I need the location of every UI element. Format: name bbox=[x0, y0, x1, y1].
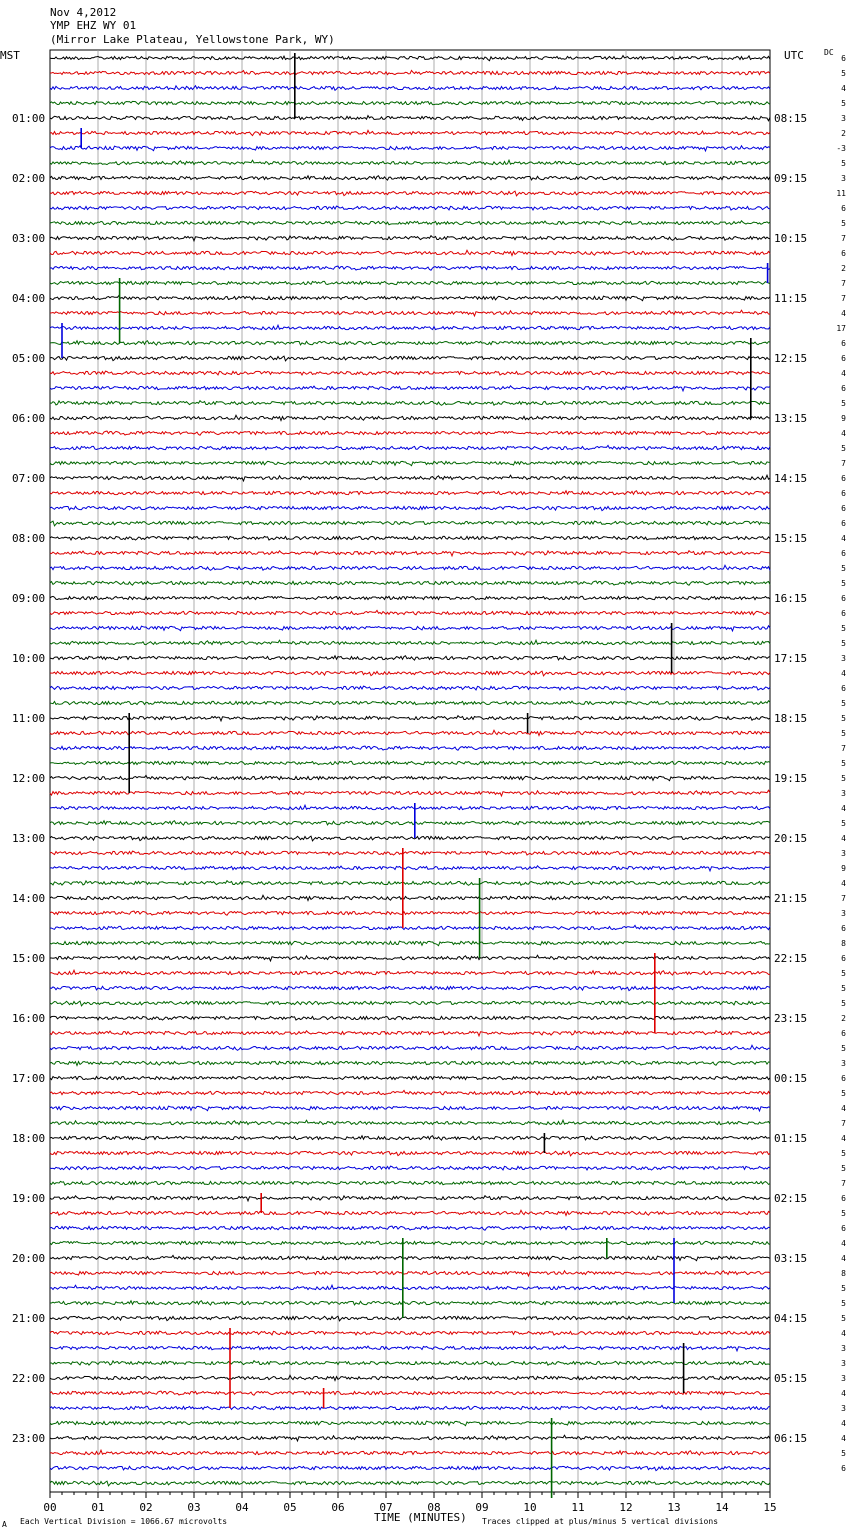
trace-row bbox=[50, 790, 770, 796]
utc-hour-label: 21:15 bbox=[774, 892, 808, 905]
trace-row bbox=[50, 415, 770, 420]
trace-row bbox=[50, 1166, 770, 1170]
trace-row bbox=[50, 130, 770, 135]
trace-row bbox=[50, 281, 770, 284]
dc-value: 5 bbox=[841, 69, 846, 78]
dc-value: 5 bbox=[841, 444, 846, 453]
utc-hour-label: 06:15 bbox=[774, 1432, 808, 1445]
trace-row bbox=[50, 70, 770, 74]
trace-row bbox=[50, 1106, 770, 1111]
dc-value: 6 bbox=[841, 354, 846, 363]
dc-value: 5 bbox=[841, 1164, 846, 1173]
dc-value: 4 bbox=[841, 1419, 846, 1428]
trace-row bbox=[50, 821, 770, 825]
mst-hour-label: 06:00 bbox=[12, 412, 46, 425]
dc-value: 6 bbox=[841, 204, 846, 213]
utc-hour-label: 08:15 bbox=[774, 112, 808, 125]
trace-row bbox=[50, 775, 770, 780]
x-tick-label: 05 bbox=[283, 1501, 297, 1514]
trace-row bbox=[50, 1405, 770, 1409]
trace-row bbox=[50, 1241, 770, 1244]
trace-row bbox=[50, 970, 770, 975]
dc-value: 4 bbox=[841, 1104, 846, 1113]
mst-hour-label: 10:00 bbox=[12, 652, 46, 665]
mst-hour-label: 01:00 bbox=[12, 112, 46, 125]
mst-hour-label: 11:00 bbox=[12, 712, 46, 725]
trace-row bbox=[50, 1301, 770, 1305]
trace-row bbox=[50, 491, 770, 495]
dc-value: 6 bbox=[841, 1194, 846, 1203]
trace-row bbox=[50, 730, 770, 735]
trace-row bbox=[50, 911, 770, 915]
trace-row bbox=[50, 475, 770, 481]
trace-row bbox=[50, 1045, 770, 1050]
utc-hour-label: 22:15 bbox=[774, 952, 808, 965]
dc-value: 5 bbox=[841, 1299, 846, 1308]
dc-value: 5 bbox=[841, 399, 846, 408]
dc-value: 3 bbox=[841, 1359, 846, 1368]
trace-row bbox=[50, 925, 770, 929]
x-tick-label: 12 bbox=[619, 1501, 633, 1514]
location-label: (Mirror Lake Plateau, Yellowstone Park, WY) bbox=[50, 33, 335, 46]
trace-row bbox=[50, 881, 770, 886]
dc-value: 4 bbox=[841, 669, 846, 678]
utc-hour-label: 18:15 bbox=[774, 712, 808, 725]
x-tick-label: 13 bbox=[667, 1501, 681, 1514]
dc-value: 5 bbox=[841, 1284, 846, 1293]
utc-label: UTC bbox=[784, 49, 804, 62]
dc-value: 9 bbox=[841, 414, 846, 423]
trace-row bbox=[50, 236, 770, 241]
dc-value: 5 bbox=[841, 564, 846, 573]
x-tick-label: 15 bbox=[763, 1501, 777, 1514]
trace-row bbox=[50, 746, 770, 750]
mst-hour-label: 17:00 bbox=[12, 1072, 46, 1085]
dc-value: 5 bbox=[841, 159, 846, 168]
trace-row bbox=[50, 1285, 770, 1289]
station-label: YMP EHZ WY 01 bbox=[50, 19, 137, 32]
utc-hour-label: 03:15 bbox=[774, 1252, 808, 1265]
trace-row bbox=[50, 445, 770, 449]
dc-value: 5 bbox=[841, 999, 846, 1008]
dc-value: 3 bbox=[841, 849, 846, 858]
dc-value: 5 bbox=[841, 729, 846, 738]
dc-value: 4 bbox=[841, 1254, 846, 1263]
trace-row bbox=[50, 386, 770, 391]
trace-row bbox=[50, 1210, 770, 1215]
dc-value: 4 bbox=[841, 309, 846, 318]
x-tick-label: 04 bbox=[235, 1501, 249, 1514]
trace-row bbox=[50, 941, 770, 946]
trace-row bbox=[50, 160, 770, 165]
x-tick-label: 11 bbox=[571, 1501, 585, 1514]
dc-value: 3 bbox=[841, 1344, 846, 1353]
dc-value: 6 bbox=[841, 684, 846, 693]
mst-hour-label: 14:00 bbox=[12, 892, 46, 905]
trace-row bbox=[50, 851, 770, 855]
mst-hour-label: 20:00 bbox=[12, 1252, 46, 1265]
dc-value: 4 bbox=[841, 1134, 846, 1143]
dc-value: 6 bbox=[841, 1224, 846, 1233]
trace-row bbox=[50, 1255, 770, 1260]
trace-row bbox=[50, 1226, 770, 1230]
x-tick-label: 03 bbox=[187, 1501, 201, 1514]
dc-value: 9 bbox=[841, 864, 846, 873]
dc-value: 2 bbox=[841, 1014, 846, 1023]
trace-row bbox=[50, 1076, 770, 1079]
trace-row bbox=[50, 1435, 770, 1441]
trace-row bbox=[50, 56, 770, 61]
dc-value: 17 bbox=[836, 324, 846, 333]
x-axis-label: TIME (MINUTES) bbox=[374, 1511, 467, 1524]
dc-value: 3 bbox=[841, 1059, 846, 1068]
dc-value: 5 bbox=[841, 99, 846, 108]
trace-row bbox=[50, 1375, 770, 1380]
dc-value: 3 bbox=[841, 174, 846, 183]
dc-value: 5 bbox=[841, 579, 846, 588]
trace-row bbox=[50, 626, 770, 631]
trace-row bbox=[50, 221, 770, 225]
dc-value: 5 bbox=[841, 1449, 846, 1458]
mst-hour-label: 05:00 bbox=[12, 352, 46, 365]
dc-value: 3 bbox=[841, 1404, 846, 1413]
dc-value: 4 bbox=[841, 804, 846, 813]
trace-row bbox=[50, 1031, 770, 1036]
mst-label: MST bbox=[0, 49, 20, 62]
trace-row bbox=[50, 536, 770, 540]
x-tick-label: 10 bbox=[523, 1501, 537, 1514]
dc-value: 4 bbox=[841, 1389, 846, 1398]
trace-row bbox=[50, 836, 770, 841]
mst-hour-label: 21:00 bbox=[12, 1312, 46, 1325]
trace-row bbox=[50, 250, 770, 255]
x-tick-label: 07 bbox=[379, 1501, 393, 1514]
dc-value: -3 bbox=[836, 144, 846, 153]
utc-hour-label: 20:15 bbox=[774, 832, 808, 845]
dc-value: 6 bbox=[841, 474, 846, 483]
mst-hour-label: 23:00 bbox=[12, 1432, 46, 1445]
dc-value: 5 bbox=[841, 1209, 846, 1218]
dc-value: 3 bbox=[841, 114, 846, 123]
dc-value: 6 bbox=[841, 549, 846, 558]
dc-value: 5 bbox=[841, 639, 846, 648]
trace-row bbox=[50, 206, 770, 210]
corner-mark: A bbox=[2, 1520, 7, 1529]
utc-hour-label: 05:15 bbox=[774, 1372, 808, 1385]
dc-value: 8 bbox=[841, 1269, 846, 1278]
mst-hour-label: 15:00 bbox=[12, 952, 46, 965]
x-tick-label: 02 bbox=[139, 1501, 153, 1514]
dc-value: 4 bbox=[841, 1434, 846, 1443]
dc-value: 5 bbox=[841, 1044, 846, 1053]
utc-hour-label: 17:15 bbox=[774, 652, 808, 665]
x-tick-label: 14 bbox=[715, 1501, 729, 1514]
trace-row bbox=[50, 1450, 770, 1455]
mst-hour-label: 19:00 bbox=[12, 1192, 46, 1205]
trace-row bbox=[50, 401, 770, 406]
trace-row bbox=[50, 716, 770, 721]
dc-value: 5 bbox=[841, 714, 846, 723]
mst-hour-label: 03:00 bbox=[12, 232, 46, 245]
dc-value: 6 bbox=[841, 504, 846, 513]
date-label: Nov 4,2012 bbox=[50, 6, 117, 19]
trace-row bbox=[50, 986, 770, 990]
trace-row bbox=[50, 101, 770, 104]
trace-row bbox=[50, 551, 770, 556]
trace-row bbox=[50, 955, 770, 961]
trace-row bbox=[50, 1391, 770, 1395]
trace-row bbox=[50, 356, 770, 361]
trace-row bbox=[50, 86, 770, 91]
trace-row bbox=[50, 431, 770, 435]
trace-row bbox=[50, 295, 770, 300]
dc-value: 4 bbox=[841, 429, 846, 438]
utc-hour-label: 10:15 bbox=[774, 232, 808, 245]
utc-hour-label: 04:15 bbox=[774, 1312, 808, 1325]
dc-value: 4 bbox=[841, 84, 846, 93]
dc-value: 6 bbox=[841, 54, 846, 63]
dc-value: 5 bbox=[841, 1149, 846, 1158]
utc-hour-label: 09:15 bbox=[774, 172, 808, 185]
dc-value: 11 bbox=[836, 189, 846, 198]
trace-row bbox=[50, 596, 770, 599]
trace-row bbox=[50, 686, 770, 690]
utc-hour-label: 23:15 bbox=[774, 1012, 808, 1025]
trace-row bbox=[50, 1090, 770, 1094]
dc-value: 6 bbox=[841, 1074, 846, 1083]
trace-row bbox=[50, 1136, 770, 1140]
dc-value: 4 bbox=[841, 534, 846, 543]
trace-row bbox=[50, 761, 770, 764]
clip-footnote: Traces clipped at plus/minus 5 vertical divisions bbox=[482, 1517, 719, 1526]
mst-hour-label: 09:00 bbox=[12, 592, 46, 605]
utc-hour-label: 15:15 bbox=[774, 532, 808, 545]
utc-hour-label: 11:15 bbox=[774, 292, 808, 305]
utc-hour-label: 16:15 bbox=[774, 592, 808, 605]
trace-row bbox=[50, 116, 770, 121]
dc-value: 6 bbox=[841, 339, 846, 348]
dc-value: 6 bbox=[841, 954, 846, 963]
scale-footnote: Each Vertical Division = 1066.67 microvolts bbox=[20, 1517, 228, 1526]
utc-hour-label: 02:15 bbox=[774, 1192, 808, 1205]
dc-value: 6 bbox=[841, 249, 846, 258]
dc-value: 3 bbox=[841, 654, 846, 663]
dc-value: 2 bbox=[841, 129, 846, 138]
trace-row bbox=[50, 341, 770, 345]
dc-value: 7 bbox=[841, 744, 846, 753]
plot-frame bbox=[50, 50, 770, 1492]
dc-value: 3 bbox=[841, 909, 846, 918]
dc-value: 5 bbox=[841, 1314, 846, 1323]
dc-value: 3 bbox=[841, 789, 846, 798]
trace-row bbox=[50, 191, 770, 196]
mst-hour-label: 02:00 bbox=[12, 172, 46, 185]
dc-value: 4 bbox=[841, 879, 846, 888]
mst-hour-label: 04:00 bbox=[12, 292, 46, 305]
dc-value: 7 bbox=[841, 1179, 846, 1188]
utc-hour-label: 19:15 bbox=[774, 772, 808, 785]
utc-hour-label: 12:15 bbox=[774, 352, 808, 365]
dc-value: 7 bbox=[841, 1119, 846, 1128]
dc-value: 5 bbox=[841, 699, 846, 708]
x-tick-label: 01 bbox=[91, 1501, 105, 1514]
trace-row bbox=[50, 640, 770, 645]
trace-row bbox=[50, 1061, 770, 1065]
dc-value: 7 bbox=[841, 459, 846, 468]
dc-value: 5 bbox=[841, 219, 846, 228]
dc-value: 7 bbox=[841, 294, 846, 303]
trace-row bbox=[50, 581, 770, 585]
dc-value: 6 bbox=[841, 384, 846, 393]
trace-row bbox=[50, 671, 770, 676]
dc-value: 5 bbox=[841, 819, 846, 828]
trace-row bbox=[50, 1151, 770, 1156]
trace-row bbox=[50, 565, 770, 570]
dc-value: 5 bbox=[841, 759, 846, 768]
trace-row bbox=[50, 1181, 770, 1185]
trace-row bbox=[50, 1016, 770, 1020]
x-tick-label: 00 bbox=[43, 1501, 57, 1514]
mst-hour-label: 18:00 bbox=[12, 1132, 46, 1145]
trace-row bbox=[50, 310, 770, 316]
x-tick-label: 09 bbox=[475, 1501, 489, 1514]
dc-value: 4 bbox=[841, 1239, 846, 1248]
utc-hour-label: 00:15 bbox=[774, 1072, 808, 1085]
dc-value: 4 bbox=[841, 834, 846, 843]
dc-value: 5 bbox=[841, 624, 846, 633]
mst-hour-label: 07:00 bbox=[12, 472, 46, 485]
trace-row bbox=[50, 1271, 770, 1276]
utc-hour-label: 14:15 bbox=[774, 472, 808, 485]
trace-row bbox=[50, 1421, 770, 1426]
dc-label: DC bbox=[824, 48, 834, 57]
trace-row bbox=[50, 701, 770, 705]
dc-value: 7 bbox=[841, 279, 846, 288]
dc-value: 6 bbox=[841, 924, 846, 933]
trace-row bbox=[50, 1331, 770, 1335]
dc-value: 3 bbox=[841, 1374, 846, 1383]
trace-row bbox=[50, 1120, 770, 1125]
trace-row bbox=[50, 521, 770, 526]
trace-row bbox=[50, 656, 770, 660]
trace-row bbox=[50, 371, 770, 375]
dc-value: 6 bbox=[841, 1464, 846, 1473]
dc-value: 5 bbox=[841, 1089, 846, 1098]
dc-value: 6 bbox=[841, 609, 846, 618]
dc-value: 5 bbox=[841, 984, 846, 993]
dc-value: 8 bbox=[841, 939, 846, 948]
mst-hour-label: 12:00 bbox=[12, 772, 46, 785]
trace-row bbox=[50, 610, 770, 614]
trace-row bbox=[50, 1361, 770, 1366]
dc-value: 5 bbox=[841, 774, 846, 783]
mst-hour-label: 08:00 bbox=[12, 532, 46, 545]
mst-hour-label: 16:00 bbox=[12, 1012, 46, 1025]
trace-row bbox=[50, 1481, 770, 1486]
trace-row bbox=[50, 1346, 770, 1351]
dc-value: 6 bbox=[841, 519, 846, 528]
trace-row bbox=[50, 866, 770, 871]
x-tick-label: 06 bbox=[331, 1501, 345, 1514]
trace-row bbox=[50, 895, 770, 900]
trace-row bbox=[50, 146, 770, 151]
utc-hour-label: 13:15 bbox=[774, 412, 808, 425]
mst-hour-label: 13:00 bbox=[12, 832, 46, 845]
dc-value: 5 bbox=[841, 969, 846, 978]
trace-row bbox=[50, 461, 770, 466]
trace-row bbox=[50, 176, 770, 180]
dc-value: 4 bbox=[841, 1329, 846, 1338]
dc-value: 6 bbox=[841, 594, 846, 603]
trace-row bbox=[50, 506, 770, 510]
trace-row bbox=[50, 1196, 770, 1201]
utc-hour-label: 01:15 bbox=[774, 1132, 808, 1145]
dc-value: 7 bbox=[841, 894, 846, 903]
trace-row bbox=[50, 805, 770, 809]
mst-hour-label: 22:00 bbox=[12, 1372, 46, 1385]
trace-row bbox=[50, 266, 770, 270]
trace-row bbox=[50, 1466, 770, 1470]
dc-value: 6 bbox=[841, 1029, 846, 1038]
trace-row bbox=[50, 1316, 770, 1321]
trace-row bbox=[50, 1001, 770, 1006]
dc-value: 7 bbox=[841, 234, 846, 243]
trace-row bbox=[50, 325, 770, 329]
dc-value: 6 bbox=[841, 489, 846, 498]
dc-value: 4 bbox=[841, 369, 846, 378]
x-tick-label: 08 bbox=[427, 1501, 441, 1514]
dc-value: 2 bbox=[841, 264, 846, 273]
